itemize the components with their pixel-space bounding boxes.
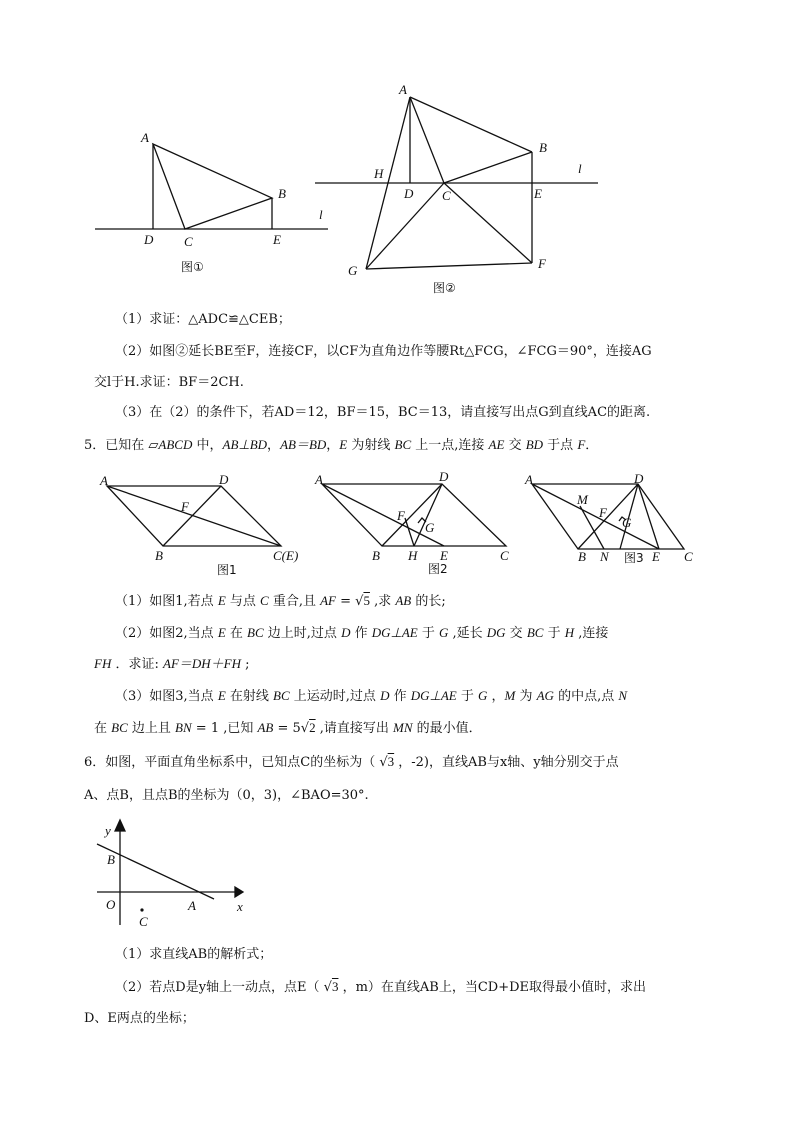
p5-question-2-line-2: FH ．求证: AF＝DH＋FH ; [94, 656, 250, 672]
p4-question-3: （3）在（2）的条件下，若AD＝12，BF＝15，BC＝13，请直接写出点G到直线AC的距离. [115, 405, 651, 420]
p5-figure-1-caption: 图1 [217, 563, 237, 577]
label-e: E [652, 549, 660, 564]
label-o: O [106, 897, 116, 912]
segment-cb [444, 152, 532, 183]
label-f: F [397, 508, 405, 523]
label-d: D [634, 471, 644, 486]
label-ce: C(E) [273, 548, 299, 563]
point-c [140, 908, 143, 911]
figure-2 [310, 80, 610, 300]
label-x: x [237, 899, 243, 914]
p5-figure-3 [520, 470, 720, 580]
p5-figure-3-caption: 图3 [624, 551, 644, 565]
p5-question-3-line-2: 在 BC 边上且 BN = 1 ,已知 AB = 5√2 ,请直接写出 MN 的最小值． [94, 720, 482, 736]
segment-gf [366, 263, 532, 269]
label-d: D [404, 186, 414, 201]
label-c: C [184, 234, 193, 249]
p5-figure-1 [95, 470, 310, 580]
label-h: H [374, 166, 384, 181]
p5-figure-2-caption: 图2 [428, 562, 448, 576]
segment-dh [414, 484, 442, 546]
label-b: B [278, 186, 286, 201]
label-g: G [348, 263, 358, 278]
label-b: B [372, 548, 380, 563]
label-e: E [273, 232, 281, 247]
p4-question-2-line-2: 交l于H.求证：BF＝2CH. [94, 375, 244, 390]
segment-ae [532, 484, 659, 549]
label-a: A [399, 82, 407, 97]
label-a: A [525, 472, 533, 487]
label-e: E [440, 548, 448, 563]
label-f: F [599, 505, 607, 520]
label-d: D [219, 472, 229, 487]
p5-question-3-line-1: （3）如图3,当点 E 在射线 BC 上运动时,过点 D 作 DG⊥AE 于 G ，M 为 AG 的中点,点 N [115, 688, 628, 704]
parallelogram-abcd [322, 484, 506, 546]
label-d: D [144, 232, 154, 247]
label-b: B [578, 549, 586, 564]
label-c: C [684, 549, 693, 564]
label-b: B [539, 140, 547, 155]
label-a: A [141, 130, 149, 145]
label-e: E [534, 186, 542, 201]
p5-question-1: （1）如图1,若点 E 与点 C 重合,且 AF = √5 ,求 AB 的长; [115, 593, 446, 609]
label-m: M [577, 492, 588, 507]
segment-bd [382, 484, 442, 546]
label-y: y [105, 823, 111, 838]
label-d: D [439, 470, 449, 484]
segment-ae [107, 486, 281, 546]
label-c: C [500, 548, 509, 563]
label-a: A [188, 898, 196, 913]
label-a: A [100, 473, 108, 488]
label-h: H [408, 548, 418, 563]
y-axis-arrow-icon [115, 820, 125, 831]
segment-fh [405, 518, 414, 546]
p6-stem-line-1: 6．如图，平面直角坐标系中，已知点C的坐标为（ √3 ，-2)，直线AB与x轴、y轴分别交于点 [84, 754, 619, 770]
p4-question-1: （1）求证：△ADC≌△CEB； [115, 312, 291, 327]
label-b: B [107, 852, 115, 867]
label-f: F [538, 256, 546, 271]
segment-cf [444, 183, 532, 263]
p6-stem-line-2: A、点B，且点B的坐标为（0，3)，∠BAO=30°. [84, 788, 369, 803]
p5-stem: 5．已知在 ▱ABCD 中，AB⊥BD，AB＝BD，E 为射线 BC 上一点,连接 AE 交 BD 于点 F． [84, 437, 599, 453]
p6-question-2-line-2: D、E两点的坐标； [84, 1011, 195, 1026]
p6-coordinate-figure [95, 815, 255, 935]
p6-question-1: （1）求直线AB的解析式； [115, 947, 273, 962]
label-g: G [622, 515, 632, 530]
label-f: F [181, 499, 189, 514]
p5-figure-2 [310, 470, 520, 580]
label-l: l [319, 207, 323, 222]
p5-question-2-line-1: （2）如图2,当点 E 在 BC 边上时,过点 D 作 DG⊥AE 于 G ,延长 DG 交 BC 于 H ,连接 [115, 625, 609, 641]
figure-1-caption: 图① [181, 260, 204, 274]
triangle-abc [153, 144, 272, 229]
label-c: C [442, 188, 451, 203]
segment-bd [163, 486, 221, 546]
label-a: A [315, 472, 323, 487]
label-g: G [425, 520, 435, 535]
label-b: B [155, 548, 163, 563]
label-n: N [600, 549, 609, 564]
label-c: C [139, 914, 148, 929]
p6-question-2-line-1: （2）若点D是y轴上一动点，点E（ √3 ，m）在直线AB上，当CD+DE取得最小值时，求出 [115, 979, 647, 995]
label-l: l [578, 161, 582, 176]
figure-1 [85, 128, 335, 278]
figure-2-caption: 图② [433, 281, 456, 295]
segment-ae [322, 484, 444, 546]
p4-question-2-line-1: （2）如图②延长BE至F，连接CF，以CF为直角边作等腰Rt△FCG，∠FCG＝90°，连接AG [115, 344, 652, 359]
x-axis-arrow-icon [235, 887, 243, 897]
